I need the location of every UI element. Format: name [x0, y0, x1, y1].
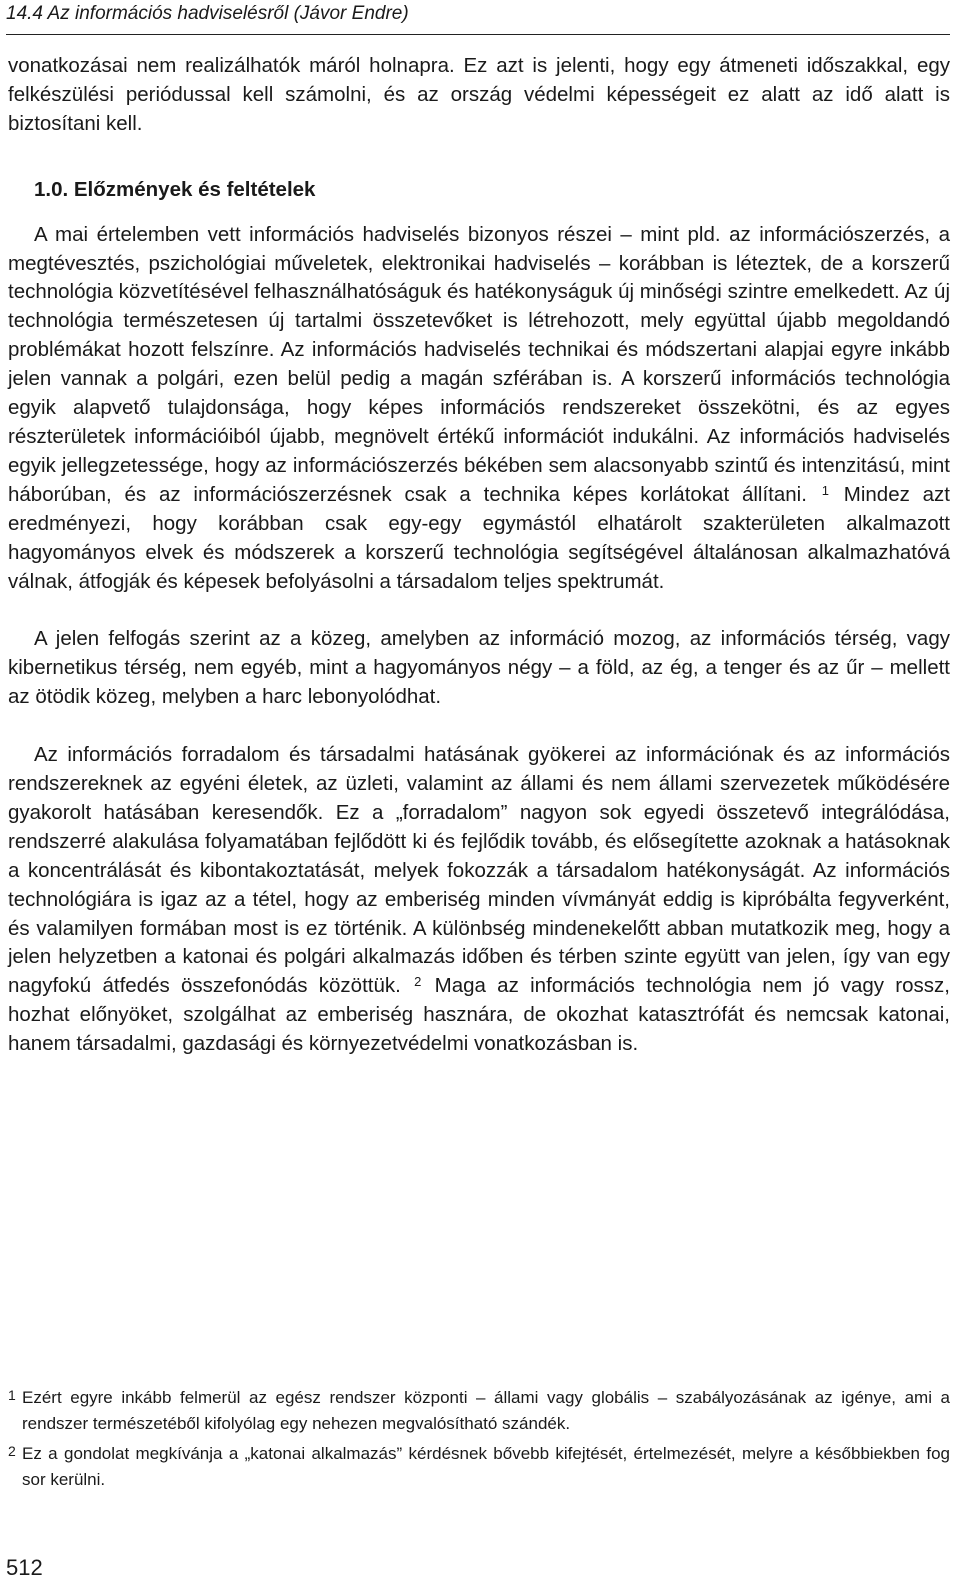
footnote-ref-1[interactable]: 1 — [821, 482, 829, 498]
footnote-2 — [8, 1441, 950, 1493]
paragraph-gap — [8, 596, 950, 625]
footnote-2-number: 2 — [8, 1443, 16, 1459]
footnote-1-number: 1 — [8, 1387, 16, 1403]
paragraph-gap — [8, 712, 950, 741]
footnote-1 — [8, 1385, 950, 1437]
paragraph-1-text-a: A mai értelemben vett információs hadviselés bizonyos részei – mint pld. az információszerzés, a megtévesztés, pszichológiai műveletek, elektronikai hadviselés – korábban is léteztek, de a korszerű technológia közvetítésével felhasználhatóságuk és hatékonyságuk új minőségi szintre emelkedett. Az új technológia természetesen új tartalmi összetevőket is létrehozott, mely együttal újabb megoldandó problémákat hozott felszínre. Az információs hadviselés technikai és módszertani alapjai egyre inkább jelen vannak a polgári, ezen belül pedig a magán szférában is. A korszerű információs technológia egyik alapvető tulajdonsága, hogy képes információs rendszereket összekötni, és az egyes részterületek információiból újabb, megnövelt értékű információt indukálni. Az információs hadviselés egyik jellegzetessége, hogy az információszerzés békében sem alacsonyabb szintű és intenzitású, mint háborúban, és az információszerzésnek csak a technika képes korlátokat állítani. — [8, 222, 950, 506]
paragraph-3-text-b: Maga az információs technológia nem jó vagy rossz, hozhat előnyöket, szolgálhat az emberiség hasznára, de okozhat katasztrófát és nemcsak katonai, hanem társadalmi, gazdasági és környezetvédelmi vonatkozásban is. — [8, 974, 950, 1056]
footnote-1-text: Ezért egyre inkább felmerül az egész rendszer központi – állami vagy globális – szabályozásának az igénye, ami a rendszer természetéből kifolyólag egy nehezen megvalósítható szándék. — [22, 1388, 950, 1433]
running-head: 14.4 Az információs hadviselésről (Jávor Endre) — [6, 3, 409, 24]
intro-paragraph: vonatkozásai nem realizálhatók máról holnapra. Ez azt is jelenti, hogy egy átmeneti időszakkal, egy felkészülési periódussal kell számolni, és az ország védelmi képességeit ez alatt az idő alatt is biztosítani kell. — [8, 54, 950, 135]
paragraph-3-text-a: Az információs forradalom és társadalmi hatásának gyökerei az információnak és az információs rendszereknek az egyéni életek, az üzleti, valamint az állami és nem állami szervezetek működésére gyakorolt hatásában keresendők. Ez a „forradalom” nagyon sok egyedi összetevő integrálódása, rendszerré alakulása folyamatában fejlődött ki és fejlődik tovább, és elősegítette azoknak a hatásoknak a koncentrálását és kibontakoztatását, melyek fokozzák a társadalom hatékonyságát. Az információs technológiára is igaz az a tétel, hogy az emberiség minden vívmányát eddig is kipróbálta fegyverként, és valamilyen formában most is ez történik. A különbség mindenekelőtt abban mutatkozik meg, hogy a jelen helyzetben a katonai és polgári alkalmazás időben és térben szinte együtt van jelen, így van egy nagyfokú átfedés összefonódás közöttük. — [8, 743, 950, 998]
footnote-ref-2[interactable]: 2 — [414, 974, 422, 990]
page-body — [8, 52, 950, 1059]
section-heading: 1.0. Előzmények és feltételek — [34, 177, 316, 201]
header-rule — [6, 34, 950, 35]
paragraph-2: A jelen felfogás szerint az a közeg, amelyben az információ mozog, az információs térség, vagy kibernetikus térség, nem egyéb, mint a hagyományos négy – a föld, az ég, a tenger és az űr – mellett az ötödik közeg, melyben a harc lebonyolódhat. — [8, 627, 950, 709]
page-number: 512 — [6, 1555, 43, 1580]
footnotes — [8, 1385, 950, 1497]
paragraph-1 — [8, 221, 950, 597]
paragraph-3 — [8, 741, 950, 1059]
footnote-2-text: Ez a gondolat megkívánja a „katonai alkalmazás” kérdésnek bővebb kifejtését, értelmezését, melyre a későbbiekben fog sor kerülni. — [22, 1444, 950, 1489]
paragraph-1-text-b: Mindez azt eredményezi, hogy korábban csak egy-egy egymástól elhatárolt szakterületen alkalmazott hagyományos elvek és módszerek a korszerű technológia segítségével általánosan alkalmazhatóvá válnak, átfogják és képesek befolyásolni a társadalom teljes spektrumát. — [8, 482, 950, 593]
